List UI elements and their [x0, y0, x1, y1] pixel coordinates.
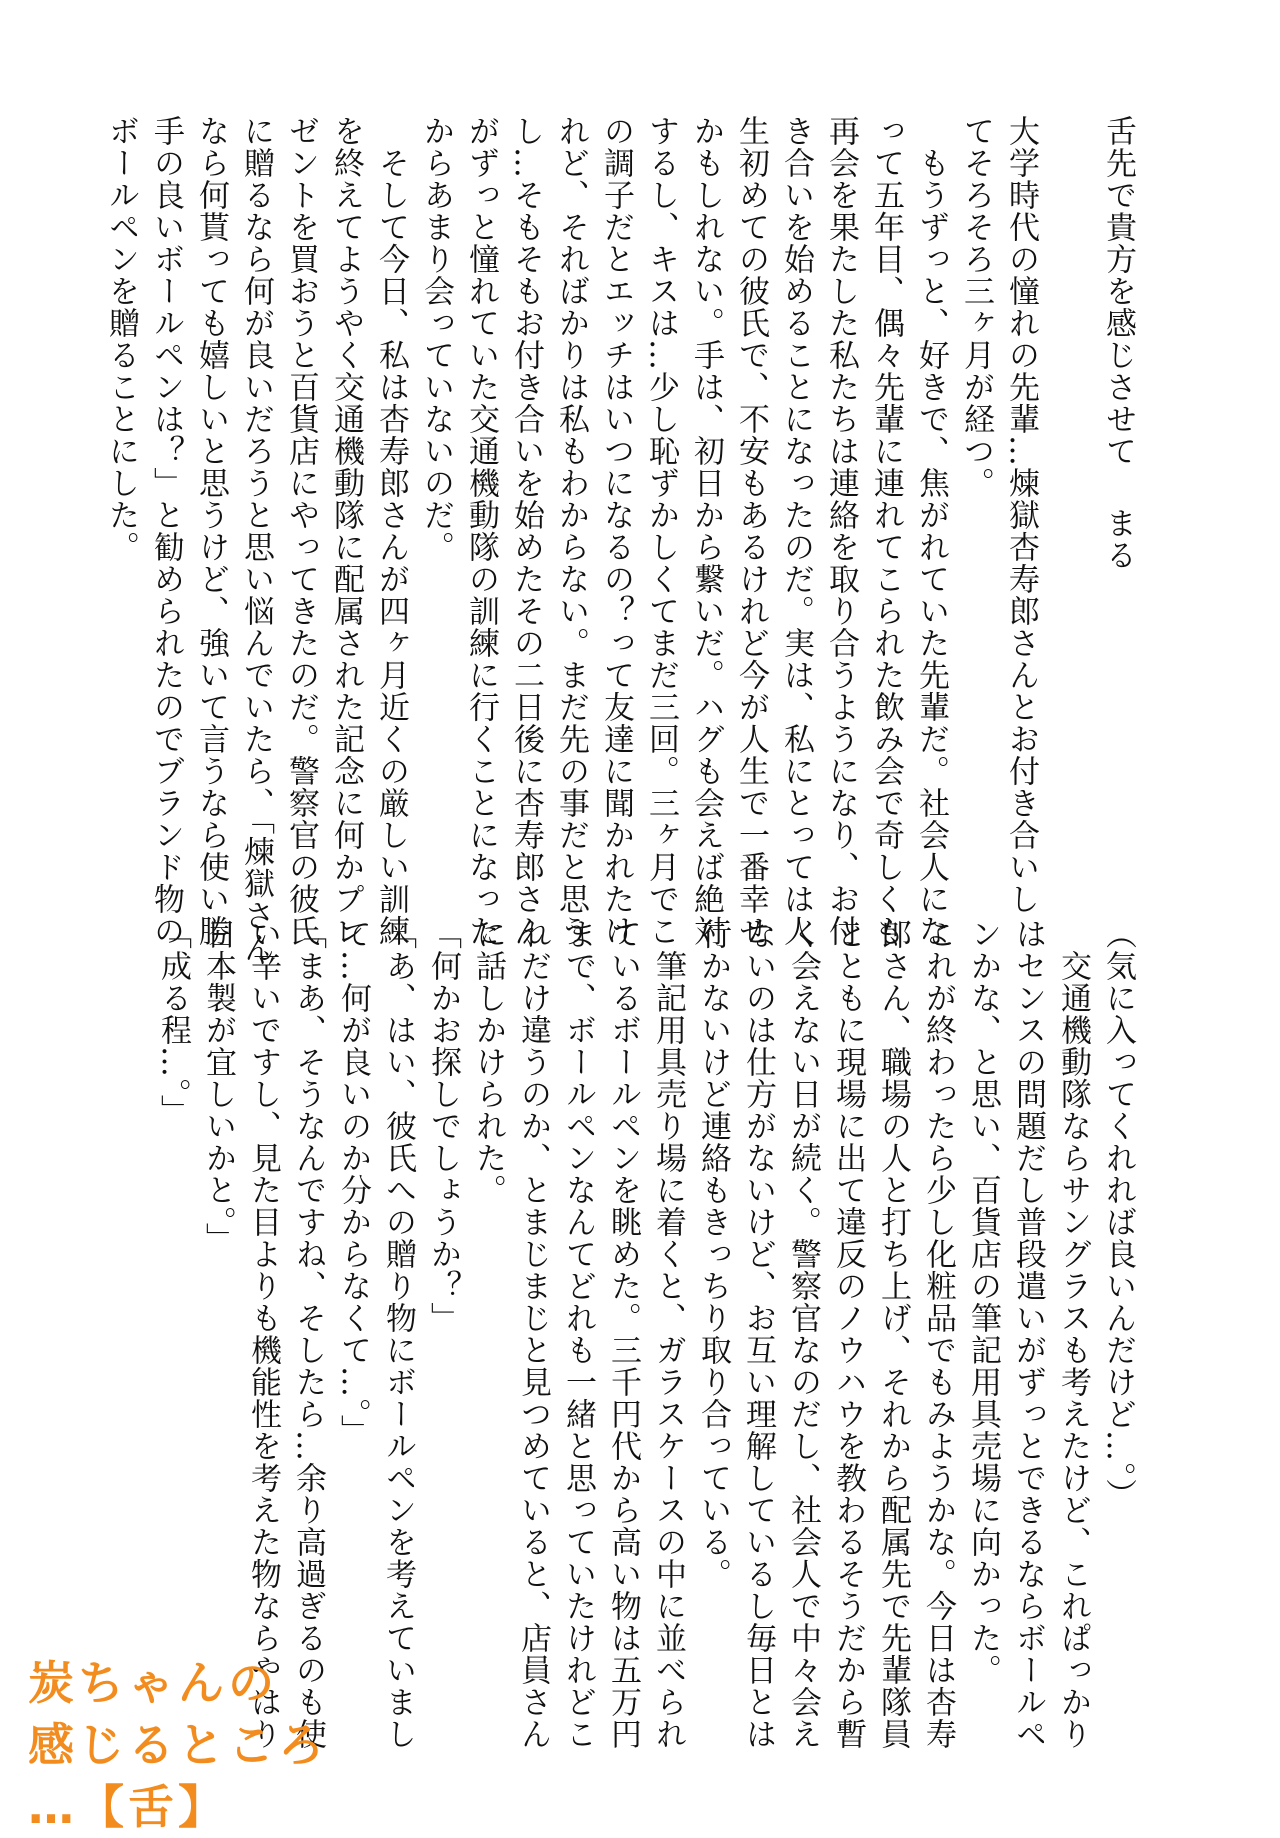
text-column: ているボールペンを眺めた。三千円代から高い物は五万円: [605, 918, 641, 1750]
text-column: 「何かお探しでしょうか？」: [425, 918, 461, 1334]
text-column: 郎さん、職場の人と打ち上げ、それから配属先で先輩隊員: [875, 918, 911, 1750]
story-title: 舌先で貴方を感じさせて: [1100, 115, 1136, 467]
text-column: がずっと憧れていた交通機動隊の訓練に行くことになった: [463, 115, 499, 947]
tag-line: 感じるところ: [28, 1718, 328, 1772]
text-column: く会えない日が続く。警察官なのだし、社会人で中々会え: [785, 918, 821, 1750]
title-line: [1095, 115, 1140, 825]
text-column: ボールペンを贈ることにした。: [103, 115, 139, 563]
text-column: ないのは仕方がないけど、お互い理解しているし毎日とは: [740, 918, 776, 1750]
text-column: なら何貰っても嬉しいと思うけど、強いて言うなら使い勝: [193, 115, 229, 947]
text-column: 日本製が宜しいかと。」: [200, 918, 236, 1255]
text-column: い辛いですし、見た目よりも機能性を考えた物ならやはり: [245, 918, 281, 1750]
tag-line: 炭ちゃんの: [28, 1656, 278, 1710]
author-name: まる: [1100, 507, 1136, 571]
text-column: これが終わったら少し化粧品でもみようかな。今日は杏寿: [920, 918, 956, 1750]
text-column: に話しかけられた。: [470, 918, 506, 1206]
text-column: 「あ、はい、彼氏への贈り物にボールペンを考えていまし: [380, 918, 416, 1750]
text-column: 手の良いボールペンは？」と勧められたのでブランド物の: [148, 115, 184, 947]
text-column: 「成る程…。」: [155, 918, 191, 1127]
text-column: 大学時代の憧れの先輩…煉獄杏寿郎さんとお付き合いし: [1003, 115, 1039, 915]
text-column: てそろそろ三ヶ月が経つ。: [958, 115, 994, 499]
text-column: れだけ違うのか、とまじまじと見つめていると、店員さん: [515, 918, 551, 1750]
text-column: ンかな、と思い、百貨店の筆記用具売場に向かった。: [965, 918, 1001, 1686]
upper-text-tier: [98, 115, 1140, 964]
text-column: し…そもそもお付き合いを始めたその二日後に杏寿郎さん: [508, 115, 544, 947]
text-column: 行かないけど連絡もきっちり取り合っている。: [695, 918, 731, 1590]
text-column: れど、そればかりは私もわからない。まだ先の事だと思う: [553, 115, 589, 947]
text-column: 「まあ、そうなんですね、そしたら…余り高過ぎるのも使: [290, 918, 326, 1750]
text-column: まで、ボールペンなんてどれも一緒と思っていたけれどこ: [560, 918, 596, 1750]
text-column: するし、キスは…少し恥ずかしくてまだ三回。三ヶ月でこ: [643, 115, 679, 947]
text-column: に贈るなら何が良いだろうと思い悩んでいたら、「煉獄さん: [238, 115, 274, 964]
text-column: って五年目、偶々先輩に連れてこられた飲み会で奇しくも: [868, 115, 904, 947]
text-column: （気に入ってくれれば良いんだけど…。）: [1100, 918, 1136, 1511]
text-column: て…何が良いのか分からなくて…。」: [335, 918, 371, 1447]
corner-series-tag: [28, 1652, 328, 1838]
text-column: を終えてようやく交通機動隊に配属された記念に何かプレ: [328, 115, 364, 947]
text-column: 生初めての彼氏で、不安もあるけれど今が人生で一番幸せ: [733, 115, 769, 947]
text-column: き合いを始めることになったのだ。実は、私にとっては人: [778, 115, 814, 947]
text-column: 再会を果たした私たちは連絡を取り合うようになり、お付: [823, 115, 859, 947]
text-column: からあまり会っていないのだ。: [418, 115, 454, 563]
text-column: とともに現場に出て違反のノウハウを教わるそうだから暫: [830, 918, 866, 1750]
text-column: 筆記用具売り場に着くと、ガラスケースの中に並べられ: [650, 918, 686, 1750]
text-column: もうずっと、好きで、焦がれていた先輩だ。社会人にな: [913, 115, 949, 947]
text-column: ゼントを買おうと百貨店にやってきたのだ。警察官の彼氏: [283, 115, 319, 947]
text-column: はセンスの問題だし普段遣いがずっとできるならボールペ: [1010, 918, 1046, 1750]
text-column: 交通機動隊ならサングラスも考えたけど、これぱっかり: [1055, 918, 1091, 1750]
tag-line: …【舌】: [28, 1780, 228, 1834]
text-column: の調子だとエッチはいつになるの？って友達に聞かれたけ: [598, 115, 634, 947]
text-column: かもしれない。手は、初日から繋いだ。ハグも会えば絶対: [688, 115, 724, 947]
text-column: そして今日、私は杏寿郎さんが四ヶ月近くの厳しい訓練: [373, 115, 409, 947]
